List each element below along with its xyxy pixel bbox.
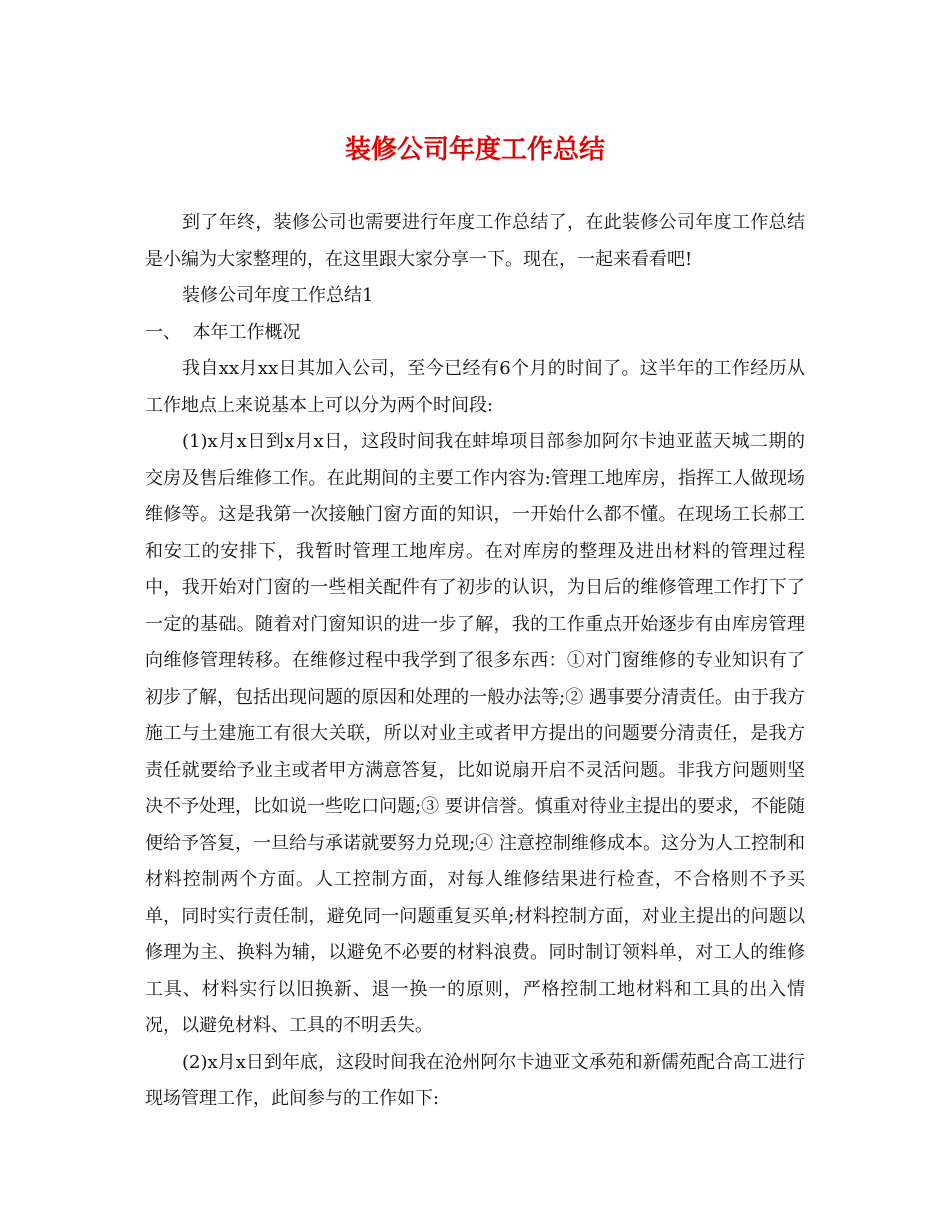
subsection-heading: 一、 本年工作概况 — [145, 321, 301, 343]
period-two-paragraph: (2)x月x日到年底，这段时间我在沧州阿尔卡迪亚文承苑和新儒苑配合高工进行现场管理工作，此间参与的工作如下: — [145, 1051, 805, 1109]
period-one-paragraph: (1)x月x日到x月x日，这段时间我在蚌埠项目部参加阿尔卡迪亚蓝天城二期的交房及售后维修工作。在此期间的主要工作内容为:管理工地库房，指挥工人做现场维修等。这是我第一次接触门窗方面的知识，一开始什么都不懂。在现场工长郝工和安工的安排下，我暂时管理工地库房。在对库房的整理及进出材料的管理过程中，我开始对门窗的一些相关配件有了初步的认识，为日后的维修管理工作打下了一定的基础。随着对门窗知识的进一步了解，我的工作重点开始逐步有由库房管理向维修管理转移。在维修过程中我学到了很多东西：①对门窗维修的专业知识有了初步了解，包括出现问题的原因和处理的一般办法等;② 遇事要分清责任。由于我方施工与土建施工有很大关联，所以对业主或者甲方提出的问题要分清责任，是我方责任就要给予业主或者甲方满意答复，比如说扇开启不灵活问题。非我方问题则坚决不予处理，比如说一些吃口问题;③ 要讲信誉。慎重对待业主提出的要求，不能随便给予答复，一旦给与承诺就要努力兑现;④ 注意控制维修成本。这分为人工控制和材料控制两个方面。人工控制方面，对每人维修结果进行检查，不合格则不予买单，同时实行责任制，避免同一问题重复买单;材料控制方面，对业主提出的问题以修理为主、换料为辅，以避免不必要的材料浪费。同时制订领料单，对工人的维修工具、材料实行以旧换新、退一换一的原则，严格控制工地材料和工具的出入情况，以避免材料、工具的不明丢失。 — [145, 431, 805, 1036]
section-heading: 装修公司年度工作总结1 — [182, 285, 374, 306]
document-body — [145, 205, 805, 1118]
overview-paragraph: 我自xx月xx日其加入公司，至今已经有6个月的时间了。这半年的工作经历从工作地点上来说基本上可以分为两个时间段: — [145, 358, 805, 416]
document-title: 装修公司年度工作总结 — [344, 135, 605, 165]
intro-paragraph: 到了年终，装修公司也需要进行年度工作总结了，在此装修公司年度工作总结是小编为大家整理的，在这里跟大家分享一下。现在，一起来看看吧! — [145, 212, 805, 270]
